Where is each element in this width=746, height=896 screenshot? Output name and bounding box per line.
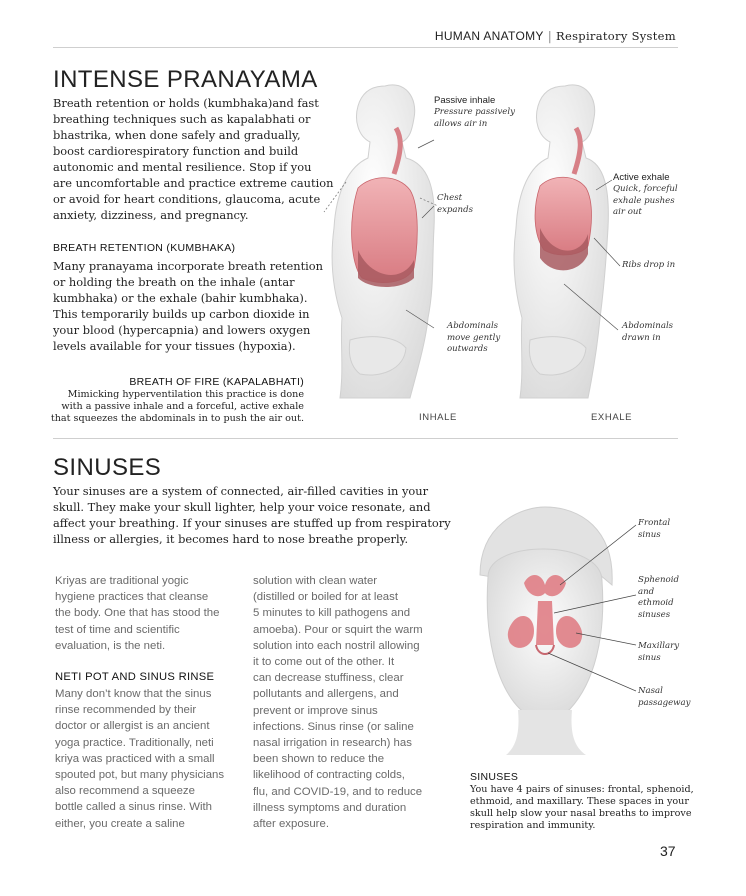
section-rule xyxy=(53,438,678,439)
pranayama-intro-line: breathing techniques such as kapalabhati or xyxy=(53,112,311,126)
sinuses-intro-line: affect your breathing. If your sinuses are stuffed up from respiratory xyxy=(53,516,451,530)
abdominals-out-line: move gently xyxy=(447,332,501,343)
chest-line: Chest xyxy=(437,193,463,203)
neti-line: Many don’t know that the sinus xyxy=(55,688,212,700)
header-title: HUMAN ANATOMY xyxy=(434,29,544,43)
rinse-line: likelihood of contracting colds, xyxy=(253,769,405,782)
pranayama-intro-line: bhastrika, when done safely and gradually, xyxy=(53,128,301,142)
rinse-paragraph xyxy=(253,573,443,832)
active-exhale-line: air out xyxy=(613,207,642,217)
abdominals-in-label xyxy=(622,321,673,344)
retention-body xyxy=(53,258,343,354)
abdominals-out-line: Abdominals xyxy=(447,321,499,331)
neti-line: also recommend a squeeze xyxy=(55,785,195,798)
ribs-drop-label: Ribs drop in xyxy=(622,260,676,270)
neti-line: bottle called a sinus rinse. With xyxy=(55,801,213,814)
active-exhale-line: exhale pushes xyxy=(613,195,675,206)
pranayama-intro-line: or avoid for heart conditions, glaucoma, acute xyxy=(53,192,321,206)
rinse-line: 5 minutes to kill pathogens and xyxy=(253,607,411,620)
chest-line: expands xyxy=(437,204,474,215)
sinuses-intro-line: illness or allergies, it becomes hard to nose breathe properly. xyxy=(53,532,409,546)
pranayama-intro-line: are uncomfortable and practice extreme caution xyxy=(53,176,334,190)
rinse-line: illness symptoms and duration xyxy=(253,801,407,814)
nasal-passageway-label xyxy=(638,686,691,709)
chest-expands-label xyxy=(437,193,473,216)
kriyas-line: hygiene practices that cleanse xyxy=(55,591,209,604)
pranayama-intro-line: autonomic and mental resilience. Stop if you xyxy=(53,160,312,174)
kriyas-line: the body. One that has stood the xyxy=(55,607,220,620)
sinuses-intro-line: Your sinuses are a system of connected, air-filled cavities in your xyxy=(53,484,429,498)
sphenoid-line: sinuses xyxy=(638,609,671,620)
rinse-line: infections. Sinus rinse (or saline xyxy=(253,720,414,733)
rinse-line: solution with clean water xyxy=(253,575,378,587)
inhale-body xyxy=(324,85,438,398)
header-subtitle: Respiratory System xyxy=(556,29,676,43)
sinuses-caption-line: ethmoid, and maxillary. These spaces in your xyxy=(470,796,689,807)
kriyas-line: Kriyas are traditional yogic xyxy=(55,575,189,587)
neti-line: kriya was practiced with a small xyxy=(55,752,215,765)
pranayama-title: INTENSE PRANAYAMA xyxy=(53,66,318,93)
active-exhale-label xyxy=(613,172,678,219)
nasal-line: passageway xyxy=(638,697,691,708)
abdominals-in-line: Abdominals xyxy=(622,321,674,331)
exhale-body xyxy=(514,85,608,398)
neti-line: doctor or allergist is an ancient xyxy=(55,720,210,733)
active-exhale-title: Active exhale xyxy=(613,172,670,183)
active-exhale-line: Quick, forceful xyxy=(613,184,678,194)
sinus-figure xyxy=(450,505,640,755)
pranayama-intro-line: anxiety, dizziness, and pregnancy. xyxy=(53,208,249,222)
pranayama-intro-line: Breath retention or holds (kumbhaka)and fast xyxy=(53,96,319,110)
sinuses-caption-line: skull help slow your nasal breaths to improve xyxy=(470,808,692,819)
sphenoid-ethmoid-label xyxy=(638,575,679,621)
rinse-line: been shown to reduce the xyxy=(253,753,385,766)
retention-line: This temporarily builds up carbon dioxide in xyxy=(53,307,310,321)
fire-heading: BREATH OF FIRE (KAPALABHATI) xyxy=(129,376,304,388)
kriyas-line: test of time and scientific xyxy=(55,623,180,636)
sinuses-intro-line: skull. They make your skull lighter, help your voice resonate, and xyxy=(53,500,431,514)
sphenoid-line: ethmoid xyxy=(638,598,674,608)
maxillary-line: sinus xyxy=(638,652,661,663)
neti-paragraph xyxy=(55,686,245,832)
exhale-label: EXHALE xyxy=(591,412,633,423)
page-number: 37 xyxy=(660,843,676,859)
neck xyxy=(506,710,586,755)
passive-inhale-title: Passive inhale xyxy=(434,95,496,106)
sinuses-caption-line: respiration and immunity. xyxy=(470,820,596,831)
rinse-line: prevent or improve sinus xyxy=(253,704,378,717)
neti-line: yoga practice. Traditionally, neti xyxy=(55,736,214,749)
rinse-line: pollutants and allergens, and xyxy=(253,688,399,701)
sinuses-title: SINUSES xyxy=(53,454,162,481)
fire-line: with a passive inhale and a forceful, active exhale xyxy=(61,401,304,412)
frontal-line: Frontal xyxy=(638,518,671,528)
ethmoid-sinus xyxy=(536,601,554,645)
sphenoid-line: Sphenoid xyxy=(638,575,679,585)
rinse-line: flu, and COVID-19, and to reduce xyxy=(253,785,423,798)
kriyas-paragraph xyxy=(55,573,245,654)
fire-body xyxy=(4,389,304,425)
sphenoid-line: and xyxy=(638,586,655,597)
retention-line: or holding the breath on the inhale (antar xyxy=(53,275,295,289)
header-rule xyxy=(53,47,678,48)
neti-line: spouted pot, but many physicians xyxy=(55,769,225,782)
retention-line: levels available for your tissues (hypoxia). xyxy=(53,339,296,353)
running-header xyxy=(435,29,676,43)
header-separator: | xyxy=(547,29,553,43)
passive-inhale-label xyxy=(434,95,515,130)
sinuses-caption-heading: SINUSES xyxy=(470,771,519,783)
rinse-line: solution into each nostril allowing xyxy=(253,639,420,652)
abdominals-in-line: drawn in xyxy=(622,332,661,343)
abdominals-out-label xyxy=(447,321,500,356)
kriyas-line: evaluation, is the neti. xyxy=(55,639,166,652)
maxillary-sinus-label xyxy=(638,641,679,664)
frontal-line: sinus xyxy=(638,529,661,540)
neti-line: rinse recommended by their xyxy=(55,704,197,717)
passive-inhale-line: allows air in xyxy=(434,118,488,129)
sinuses-caption xyxy=(470,784,710,832)
neti-line: either, you create a saline xyxy=(55,817,185,830)
rinse-line: it to come out of the other. It xyxy=(253,656,395,669)
frontal-sinus-label xyxy=(638,518,670,541)
retention-line: your blood (hypercapnia) and lowers oxygen xyxy=(53,323,311,337)
sinuses-caption-line: You have 4 pairs of sinuses: frontal, sphenoid, xyxy=(470,784,694,795)
rinse-line: can decrease stuffiness, clear xyxy=(253,672,404,685)
sinuses-intro xyxy=(53,483,473,547)
maxillary-line: Maxillary xyxy=(638,641,680,651)
nasal-line: Nasal xyxy=(638,686,663,696)
pranayama-intro-line: boost cardiorespiratory function and build xyxy=(53,144,299,158)
retention-heading: BREATH RETENTION (KUMBHAKA) xyxy=(53,242,236,254)
passive-inhale-line: Pressure passively xyxy=(434,107,515,117)
inhale-label: INHALE xyxy=(419,412,457,423)
fire-line: that squeezes the abdominals in to push the air out. xyxy=(50,413,304,424)
neti-heading: NETI POT AND SINUS RINSE xyxy=(55,671,215,683)
pranayama-intro xyxy=(53,95,343,223)
rinse-line: after exposure. xyxy=(253,818,329,831)
retention-line: kumbhaka) or the exhale (bahir kumbhaka). xyxy=(53,291,308,305)
abdominals-out-line: outwards xyxy=(447,344,488,354)
rinse-line: nasal irrigation in research) has xyxy=(253,737,412,750)
rinse-line: (distilled or boiled for at least xyxy=(253,591,398,604)
rinse-line: amoeba). Pour or squirt the warm xyxy=(253,623,423,636)
retention-line: Many pranayama incorporate breath retention xyxy=(53,259,323,273)
fire-line: Mimicking hyperventilation this practice is done xyxy=(67,389,304,400)
